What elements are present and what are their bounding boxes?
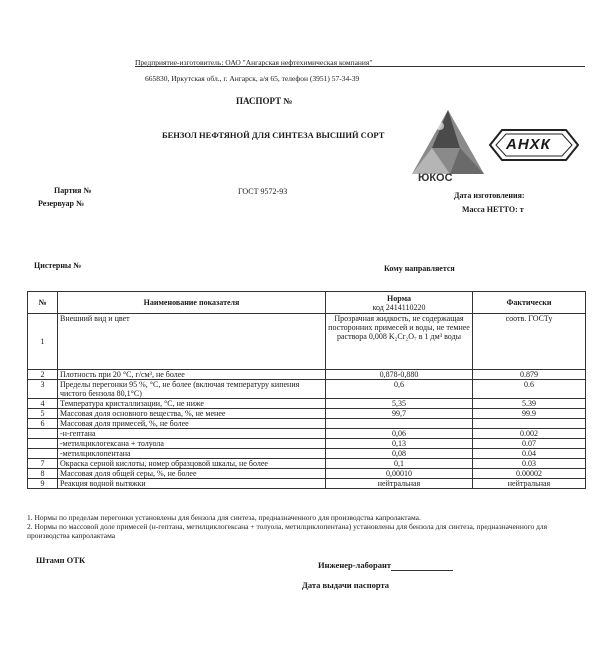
row-fact: 5.39	[473, 399, 586, 409]
row-norm: 99,7	[326, 409, 473, 419]
row-name: Массовая доля общей серы, %, не более	[58, 469, 326, 479]
note-2: 2. Нормы по массовой доле примесей (н-гептана, метилциклогексана + толуола, метилциклопентана) установлены для бензола для синтеза, предназначенного для производства капролактама	[27, 522, 548, 540]
table-row	[28, 479, 586, 489]
row-norm: нейтральная	[326, 479, 473, 489]
table-row	[28, 469, 586, 479]
row-num	[28, 449, 58, 459]
table-row	[28, 439, 586, 449]
row-name: Массовая доля основного вещества, %, не менее	[58, 409, 326, 419]
header-norm	[326, 292, 473, 314]
row-num: 7	[28, 459, 58, 469]
row-num: 2	[28, 370, 58, 380]
header-name: Наименование показателя	[58, 292, 326, 314]
row-fact: 0.879	[473, 370, 586, 380]
table-row	[28, 459, 586, 469]
row-fact: 99.9	[473, 409, 586, 419]
table-row	[28, 380, 586, 399]
row-norm: 0,13	[326, 439, 473, 449]
passport-title: ПАСПОРТ №	[236, 96, 293, 106]
anhk-label: АНХК	[506, 136, 551, 153]
row-num: 1	[28, 314, 58, 370]
row-num: 6	[28, 419, 58, 429]
row-fact: 0.07	[473, 439, 586, 449]
header-norm-code: код 2414110220	[372, 302, 426, 312]
row-fact: нейтральная	[473, 479, 586, 489]
manufacturer-address: 665830, Иркутская обл., г. Ангарск, а/я 65, телефон (3951) 57-34-39	[145, 74, 360, 83]
row-name: -н-гептана	[58, 429, 326, 439]
row-fact: 0.6	[473, 380, 586, 399]
row-name: Плотность при 20 °С, г/см³, не более	[58, 370, 326, 380]
manufacturer: Предприятие-изготовитель: ОАО "Ангарская нефтехимическая компания"	[135, 58, 373, 67]
row-name: -метилциклопентана	[58, 449, 326, 459]
notes	[27, 513, 587, 540]
row-name: Реакция водной вытяжки	[58, 479, 326, 489]
row-fact: 0.03	[473, 459, 586, 469]
table-row	[28, 409, 586, 419]
row-num: 5	[28, 409, 58, 419]
net-mass-field: Масса НЕТТО: т	[462, 205, 524, 214]
yukos-label: ЮКОС	[418, 172, 453, 184]
row-num: 8	[28, 469, 58, 479]
batch-field: Партия №	[54, 186, 92, 195]
engineer-label: Инженер-лаборант	[318, 560, 392, 570]
issue-date-label: Дата выдачи паспорта	[302, 580, 389, 590]
product-name: БЕНЗОЛ НЕФТЯНОЙ ДЛЯ СИНТЕЗА ВЫСШИЙ СОРТ	[162, 130, 385, 140]
row-norm	[326, 419, 473, 429]
row-fact	[473, 419, 586, 429]
row-norm: 0,08	[326, 449, 473, 459]
engineer-signature-line	[391, 570, 453, 571]
row-name: Окраска серной кислоты, номер образцовой шкалы, не более	[58, 459, 326, 469]
row-norm: Прозрачная жидкость, не содержащая посторонних примесей и воды, не темнее раствора 0,008 K₂Cr₂O₇ в 1 дм³ воды	[326, 314, 473, 370]
row-num	[28, 429, 58, 439]
table-row	[28, 370, 586, 380]
table-row	[28, 314, 586, 370]
mfg-date-field: Дата изготовления:	[454, 191, 525, 200]
table-row	[28, 429, 586, 439]
gost-field: ГОСТ 9572-93	[238, 187, 288, 196]
table-row	[28, 449, 586, 459]
yukos-logo	[410, 108, 490, 188]
header-num: №	[28, 292, 58, 314]
row-fact: 0.00002	[473, 469, 586, 479]
row-name: Внешний вид и цвет	[58, 314, 326, 370]
anhk-logo	[488, 128, 580, 162]
table-row	[28, 399, 586, 409]
reservoir-field: Резервуар №	[38, 199, 84, 208]
row-norm: 5,35	[326, 399, 473, 409]
row-fact: соотв. ГОСТу	[473, 314, 586, 370]
note-1: 1. Нормы по пределам перегонки установлены для бензола для синтеза, предназначенного для производства капролактама.	[27, 513, 421, 522]
row-name: Массовая доля примесей, %, не более	[58, 419, 326, 429]
row-name: -метилциклогексана + толуола	[58, 439, 326, 449]
table-header-row	[28, 292, 586, 314]
header-fact: Фактически	[473, 292, 586, 314]
row-norm: 0,6	[326, 380, 473, 399]
specification-table	[27, 291, 586, 489]
destination-field: Кому направляется	[384, 264, 455, 273]
row-norm: 0,06	[326, 429, 473, 439]
row-fact: 0.04	[473, 449, 586, 459]
row-num: 3	[28, 380, 58, 399]
header-norm-label: Норма	[387, 293, 411, 303]
row-norm: 0,1	[326, 459, 473, 469]
row-norm: 0,00010	[326, 469, 473, 479]
row-name: Пределы перегонки 95 %, °С, не более (включая температуру кипения чистого бензола 80,1°С)	[58, 380, 326, 399]
stamp-otk: Штамп ОТК	[36, 555, 86, 565]
tanks-field: Цистерны №	[34, 261, 82, 270]
yukos-triangle-icon	[410, 108, 490, 178]
table-row	[28, 419, 586, 429]
row-name: Температура кристаллизации, °С, не ниже	[58, 399, 326, 409]
row-norm: 0,878-0,880	[326, 370, 473, 380]
row-num	[28, 439, 58, 449]
row-num: 4	[28, 399, 58, 409]
row-num: 9	[28, 479, 58, 489]
row-fact: 0.002	[473, 429, 586, 439]
